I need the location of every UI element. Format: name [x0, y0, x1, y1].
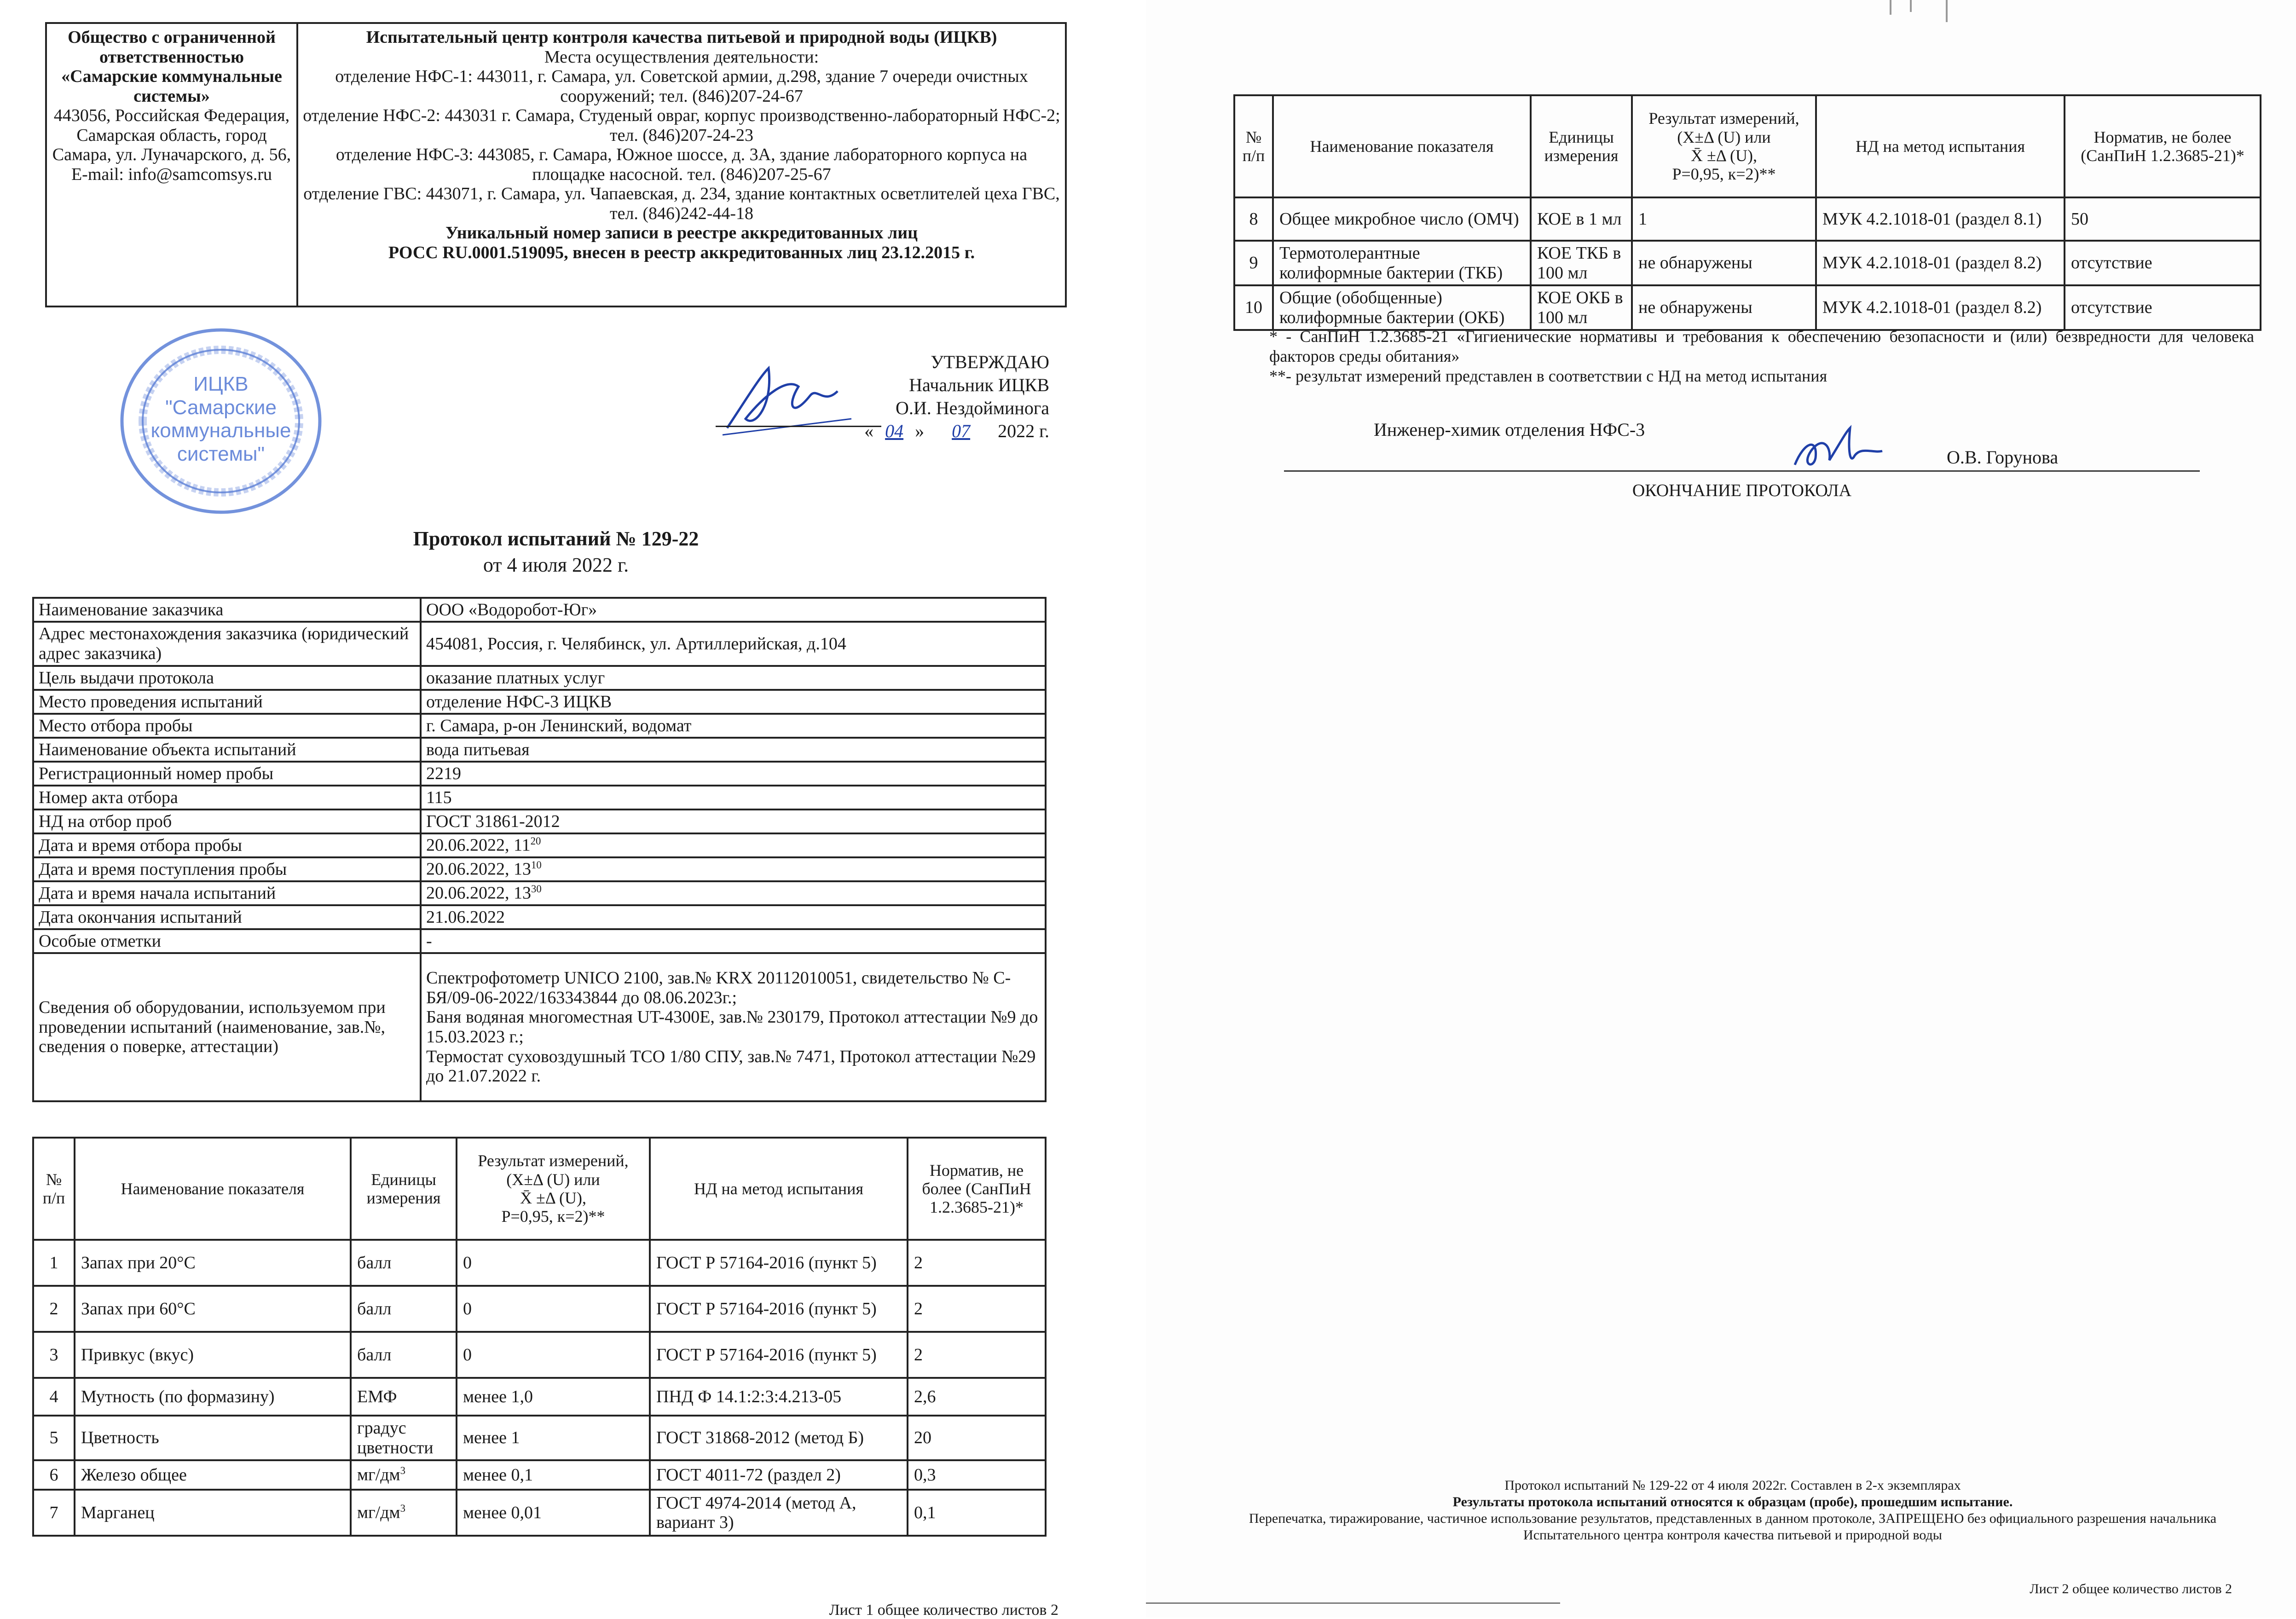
info-value: вода питьевая — [421, 738, 1046, 762]
info-label: Дата и время начала испытаний — [33, 881, 421, 905]
engineer-signature-icon — [1786, 414, 1887, 483]
note-measurement: **- результат измерений представлен в соответствии с НД на метод испытания — [1269, 367, 1828, 386]
stamp-text-2: "Самарские — [165, 396, 277, 419]
scan-edge-mark — [1890, 0, 1891, 15]
row-method: МУК 4.2.1018-01 (раздел 8.1) — [1816, 197, 2065, 241]
row-name: Цветность — [75, 1416, 351, 1460]
info-value-minutes: 20 — [530, 835, 541, 847]
center-dept-1: отделение НФС-1: 443011, г. Самара, ул. Советской армии, д.298, здание 7 очереди очистных сооружений; тел. (846)207-24-67 — [335, 67, 1028, 106]
row-norm: 0,1 — [908, 1490, 1046, 1536]
row-unit — [351, 1490, 457, 1536]
center-dept-3: отделение НФС-3: 443085, г. Самара, Южное шоссе, д. 3А, здание лабораторного корпуса на площадке насосной. тел. (846)207-25-67 — [335, 145, 1028, 184]
row-method: МУК 4.2.1018-01 (раздел 8.2) — [1816, 285, 2065, 330]
sample-info-table — [32, 597, 1047, 1102]
footer-line-1: Протокол испытаний № 129-22 от 4 июля 2022г. Составлен в 2-х экземплярах — [1504, 1478, 1961, 1493]
row-method: МУК 4.2.1018-01 (раздел 8.2) — [1816, 241, 2065, 285]
approve-position: Начальник ИЦКВ — [909, 375, 1049, 395]
footer-line-3: Перепечатка, тиражирование, частичное использование результатов, представленных в данном протоколе, ЗАПРЕЩЕНО без официального разрешения начальника Испытательного центра контроля качества питьевой и природной воды — [1249, 1511, 2217, 1543]
scan-bottom-edge — [1146, 1602, 1560, 1604]
org-header-table — [45, 22, 1067, 307]
row-name: Общие (обобщенные) колиформные бактерии (ОКБ) — [1273, 285, 1531, 330]
center-dept-4: отделение ГВС: 443071, г. Самара, ул. Чапаевская, д. 234, здание контактных осветлителей цеха ГВС, тел. (846)242-44-18 — [303, 184, 1060, 223]
row-unit: балл — [351, 1286, 457, 1332]
row-num: 2 — [33, 1286, 75, 1332]
info-label: Сведения об оборудовании, используемом при проведении испытаний (наименование, зав.№, сведения о поверке, аттестации) — [33, 953, 421, 1101]
row-unit: балл — [351, 1332, 457, 1378]
row-unit-sup: 3 — [400, 1503, 405, 1515]
info-row-end-date — [33, 905, 1046, 929]
row-num: 10 — [1234, 285, 1273, 330]
row-norm: 0,3 — [908, 1460, 1046, 1490]
table-row — [1234, 197, 2261, 241]
info-label: Наименование заказчика — [33, 598, 421, 622]
row-method: ГОСТ 4011-72 (раздел 2) — [650, 1460, 908, 1490]
info-label: Адрес местонахождения заказчика (юридический адрес заказчика) — [33, 622, 421, 666]
info-label: Наименование объекта испытаний — [33, 738, 421, 762]
info-value-minutes: 10 — [531, 859, 542, 871]
table-row — [33, 1332, 1046, 1378]
footer-block — [1233, 1477, 2232, 1544]
row-num: 4 — [33, 1378, 75, 1416]
info-value-main: 20.06.2022, 11 — [426, 836, 531, 856]
row-num: 9 — [1234, 241, 1273, 285]
row-unit: КОЕ ОКБ в 100 мл — [1531, 285, 1632, 330]
row-method: ГОСТ Р 57164-2016 (пункт 5) — [650, 1286, 908, 1332]
protocol-page-2 — [1146, 0, 2296, 1618]
info-value: ООО «Водоробот-Юг» — [421, 598, 1046, 622]
info-row-test-place — [33, 690, 1046, 714]
table-row — [1234, 285, 2261, 330]
header-method: НД на метод испытания — [1816, 95, 2065, 197]
protocol-title: Протокол испытаний № 129-22 — [413, 527, 699, 550]
row-unit: КОЕ в 1 мл — [1531, 197, 1632, 241]
info-row-sampling-nd — [33, 810, 1046, 833]
info-value: г. Самара, р-он Ленинский, водомат — [421, 714, 1046, 738]
row-norm: 20 — [908, 1416, 1046, 1460]
table-row — [33, 1416, 1046, 1460]
org-email: E-mail: info@samcomsys.ru — [71, 164, 272, 184]
row-name: Запах при 60°С — [75, 1286, 351, 1332]
header-result: Результат измерений, (X±Δ (U) или X̄ ±Δ (U), P=0,95, к=2)** — [1632, 95, 1816, 197]
registry-line-2: РОСС RU.0001.519095, внесен в реестр аккредитованных лиц 23.12.2015 г. — [388, 243, 975, 263]
row-result: менее 1,0 — [457, 1378, 650, 1416]
info-value-minutes: 30 — [531, 883, 542, 895]
info-value — [421, 857, 1046, 881]
row-norm: 2 — [908, 1332, 1046, 1378]
table-row — [1234, 241, 2261, 285]
org-name: Общество с ограниченной ответственностью «Самарские коммунальные системы» — [61, 28, 282, 106]
registry-line-1: Уникальный номер записи в реестре аккредитованных лиц — [445, 223, 918, 243]
approve-date-month: 07 — [952, 421, 971, 441]
header-unit: Единицы измерения — [1531, 95, 1632, 197]
info-row-sampling-place — [33, 714, 1046, 738]
info-row-address — [33, 622, 1046, 666]
row-method: ГОСТ Р 57164-2016 (пункт 5) — [650, 1240, 908, 1286]
info-value: 454081, Россия, г. Челябинск, ул. Артиллерийская, д.104 — [421, 622, 1046, 666]
info-label: Дата окончания испытаний — [33, 905, 421, 929]
sheet-number-2: Лист 2 общее количество листов 2 — [2030, 1581, 2232, 1596]
results-table-2 — [1233, 94, 2261, 331]
notes-block — [1269, 327, 2254, 387]
approval-signature-line — [716, 426, 881, 427]
header-name: Наименование показателя — [1273, 95, 1531, 197]
stamp-text-1: ИЦКВ — [193, 373, 249, 395]
scan-edge-mark — [1910, 0, 1912, 12]
info-row-customer — [33, 598, 1046, 622]
row-name: Мутность (по формазину) — [75, 1378, 351, 1416]
organization-stamp — [115, 324, 327, 518]
info-label: Особые отметки — [33, 929, 421, 953]
scan-edge-mark — [1946, 0, 1948, 22]
approve-date — [690, 420, 1049, 443]
row-norm: отсутствие — [2065, 285, 2261, 330]
info-value-main: 20.06.2022, 13 — [426, 860, 531, 879]
info-label: Цель выдачи протокола — [33, 666, 421, 690]
row-num: 8 — [1234, 197, 1273, 241]
table-row — [33, 1240, 1046, 1286]
sheet-number-1: Лист 1 общее количество листов 2 — [829, 1602, 1058, 1619]
row-norm: 2 — [908, 1240, 1046, 1286]
row-result: не обнаружены — [1632, 285, 1816, 330]
row-norm: отсутствие — [2065, 241, 2261, 285]
protocol-page-1 — [0, 0, 1146, 1618]
approve-date-year: 2022 г. — [998, 421, 1049, 441]
table-row — [33, 1378, 1046, 1416]
info-label: Место отбора пробы — [33, 714, 421, 738]
row-result: 1 — [1632, 197, 1816, 241]
header-method: НД на метод испытания — [650, 1138, 908, 1240]
info-label: Дата и время отбора пробы — [33, 833, 421, 857]
row-num: 1 — [33, 1240, 75, 1286]
row-num: 7 — [33, 1490, 75, 1536]
info-value: оказание платных услуг — [421, 666, 1046, 690]
table-row — [33, 1286, 1046, 1332]
results-table-1 — [32, 1137, 1047, 1537]
info-value: ГОСТ 31861-2012 — [421, 810, 1046, 833]
row-num: 6 — [33, 1460, 75, 1490]
protocol-title-block — [46, 526, 1066, 578]
info-row-reg-number — [33, 762, 1046, 786]
row-norm: 2 — [908, 1286, 1046, 1332]
row-norm: 50 — [2065, 197, 2261, 241]
row-result: менее 1 — [457, 1416, 650, 1460]
header-norm: Норматив, не более (СанПиН 1.2.3685-21)* — [908, 1138, 1046, 1240]
info-value: 2219 — [421, 762, 1046, 786]
info-label: Место проведения испытаний — [33, 690, 421, 714]
center-dept-2: отделение НФС-2: 443031 г. Самара, Студеный овраг, корпус производственно-лабораторный НФС-2; тел. (846)207-24-23 — [303, 106, 1060, 145]
header-num: № п/п — [1234, 95, 1273, 197]
row-method: ПНД Ф 14.1:2:3:4.213-05 — [650, 1378, 908, 1416]
signer-position: Инженер-химик отделения НФС-3 — [1374, 419, 1645, 440]
info-label: Регистрационный номер пробы — [33, 762, 421, 786]
info-value: отделение НФС-3 ИЦКВ — [421, 690, 1046, 714]
row-method: ГОСТ 31868-2012 (метод Б) — [650, 1416, 908, 1460]
row-method: ГОСТ 4974-2014 (метод А, вариант 3) — [650, 1490, 908, 1536]
row-name: Железо общее — [75, 1460, 351, 1490]
approve-name: О.И. Нездойминога — [895, 398, 1049, 418]
center-places-label: Места осуществления деятельности: — [544, 47, 819, 67]
row-num: 5 — [33, 1416, 75, 1460]
approve-date-open-quote: « — [864, 421, 874, 441]
info-label: НД на отбор проб — [33, 810, 421, 833]
row-result: 0 — [457, 1332, 650, 1378]
info-row-act-number — [33, 786, 1046, 810]
center-cell — [297, 23, 1066, 306]
row-unit-main: мг/дм — [357, 1465, 400, 1485]
header-norm: Норматив, не более (СанПиН 1.2.3685-21)* — [2065, 95, 2261, 197]
row-unit: КОЕ ТКБ в 100 мл — [1531, 241, 1632, 285]
header-name: Наименование показателя — [75, 1138, 351, 1240]
signer-name: О.В. Горунова — [1947, 447, 2059, 468]
row-result: менее 0,01 — [457, 1490, 650, 1536]
row-result: менее 0,1 — [457, 1460, 650, 1490]
org-address: 443056, Российская Федерация, Самарская область, город Самара, ул. Луначарского, д. 56, — [52, 106, 291, 165]
table-row — [33, 1490, 1046, 1536]
info-value-main: 20.06.2022, 13 — [426, 884, 531, 903]
row-unit-main: мг/дм — [357, 1503, 400, 1523]
row-num: 3 — [33, 1332, 75, 1378]
info-label: Дата и время поступления пробы — [33, 857, 421, 881]
row-name: Термотолерантные колиформные бактерии (ТКБ) — [1273, 241, 1531, 285]
approve-word: УТВЕРЖДАЮ — [931, 352, 1049, 372]
info-value — [421, 833, 1046, 857]
row-result: 0 — [457, 1240, 650, 1286]
protocol-date: от 4 июля 2022 г. — [483, 554, 629, 577]
row-name: Запах при 20°С — [75, 1240, 351, 1286]
table-row — [33, 1460, 1046, 1490]
info-row-start-time — [33, 881, 1046, 905]
header-result: Результат измерений, (X±Δ (U) или X̄ ±Δ (U), P=0,95, к=2)** — [457, 1138, 650, 1240]
row-name: Марганец — [75, 1490, 351, 1536]
header-num: № п/п — [33, 1138, 75, 1240]
info-value: 21.06.2022 — [421, 905, 1046, 929]
info-row-sampling-time — [33, 833, 1046, 857]
results-header-row — [33, 1138, 1046, 1240]
row-name: Привкус (вкус) — [75, 1332, 351, 1378]
row-norm: 2,6 — [908, 1378, 1046, 1416]
note-sanpin: * - СанПиН 1.2.3685-21 «Гигиенические нормативы и требования к обеспечению безопасности и (или) безвредности для человека факторов среды обитания» — [1269, 327, 2254, 366]
row-unit: балл — [351, 1240, 457, 1286]
stamp-text-3: коммунальные — [150, 419, 291, 442]
info-row-object — [33, 738, 1046, 762]
approve-date-close-quote: » — [915, 421, 925, 441]
info-row-purpose — [33, 666, 1046, 690]
info-row-arrival-time — [33, 857, 1046, 881]
row-result: 0 — [457, 1286, 650, 1332]
row-unit: градус цветности — [351, 1416, 457, 1460]
org-cell — [46, 23, 297, 306]
header-unit: Единицы измерения — [351, 1138, 457, 1240]
stamp-text-4: системы" — [177, 442, 265, 465]
end-of-protocol-label: ОКОНЧАНИЕ ПРОТОКОЛА — [1632, 481, 1852, 500]
row-unit: ЕМФ — [351, 1378, 457, 1416]
row-method: ГОСТ Р 57164-2016 (пункт 5) — [650, 1332, 908, 1378]
info-value: Спектрофотометр UNICO 2100, зав.№ KRX 20112010051, свидетельство № С-БЯ/09-06-2022/163343844 до 08.06.2023г.; Баня водяная многоместная UT-4300E, зав.№ 230179, Протокол аттестации №9 до 15.03.2023 г.; Термостат суховоздушный ТСО 1/80 СПУ, зав.№ 7471, Протокол аттестации №29 до 21.07.2022 г. — [421, 953, 1046, 1101]
row-unit — [351, 1460, 457, 1490]
info-row-special-notes — [33, 929, 1046, 953]
row-name: Общее микробное число (ОМЧ) — [1273, 197, 1531, 241]
info-value: 115 — [421, 786, 1046, 810]
footer-line-2: Результаты протокола испытаний относятся к образцам (пробе), прошедшим испытание. — [1452, 1494, 2013, 1509]
results-header-row — [1234, 95, 2261, 197]
approval-block — [690, 351, 1049, 443]
info-value: - — [421, 929, 1046, 953]
info-label: Номер акта отбора — [33, 786, 421, 810]
approve-date-day: 04 — [885, 421, 904, 441]
info-value — [421, 881, 1046, 905]
info-row-equipment — [33, 953, 1046, 1101]
center-title: Испытательный центр контроля качества питьевой и природной воды (ИЦКВ) — [366, 28, 997, 47]
row-result: не обнаружены — [1632, 241, 1816, 285]
end-divider — [1284, 470, 2200, 472]
row-unit-sup: 3 — [400, 1465, 405, 1477]
